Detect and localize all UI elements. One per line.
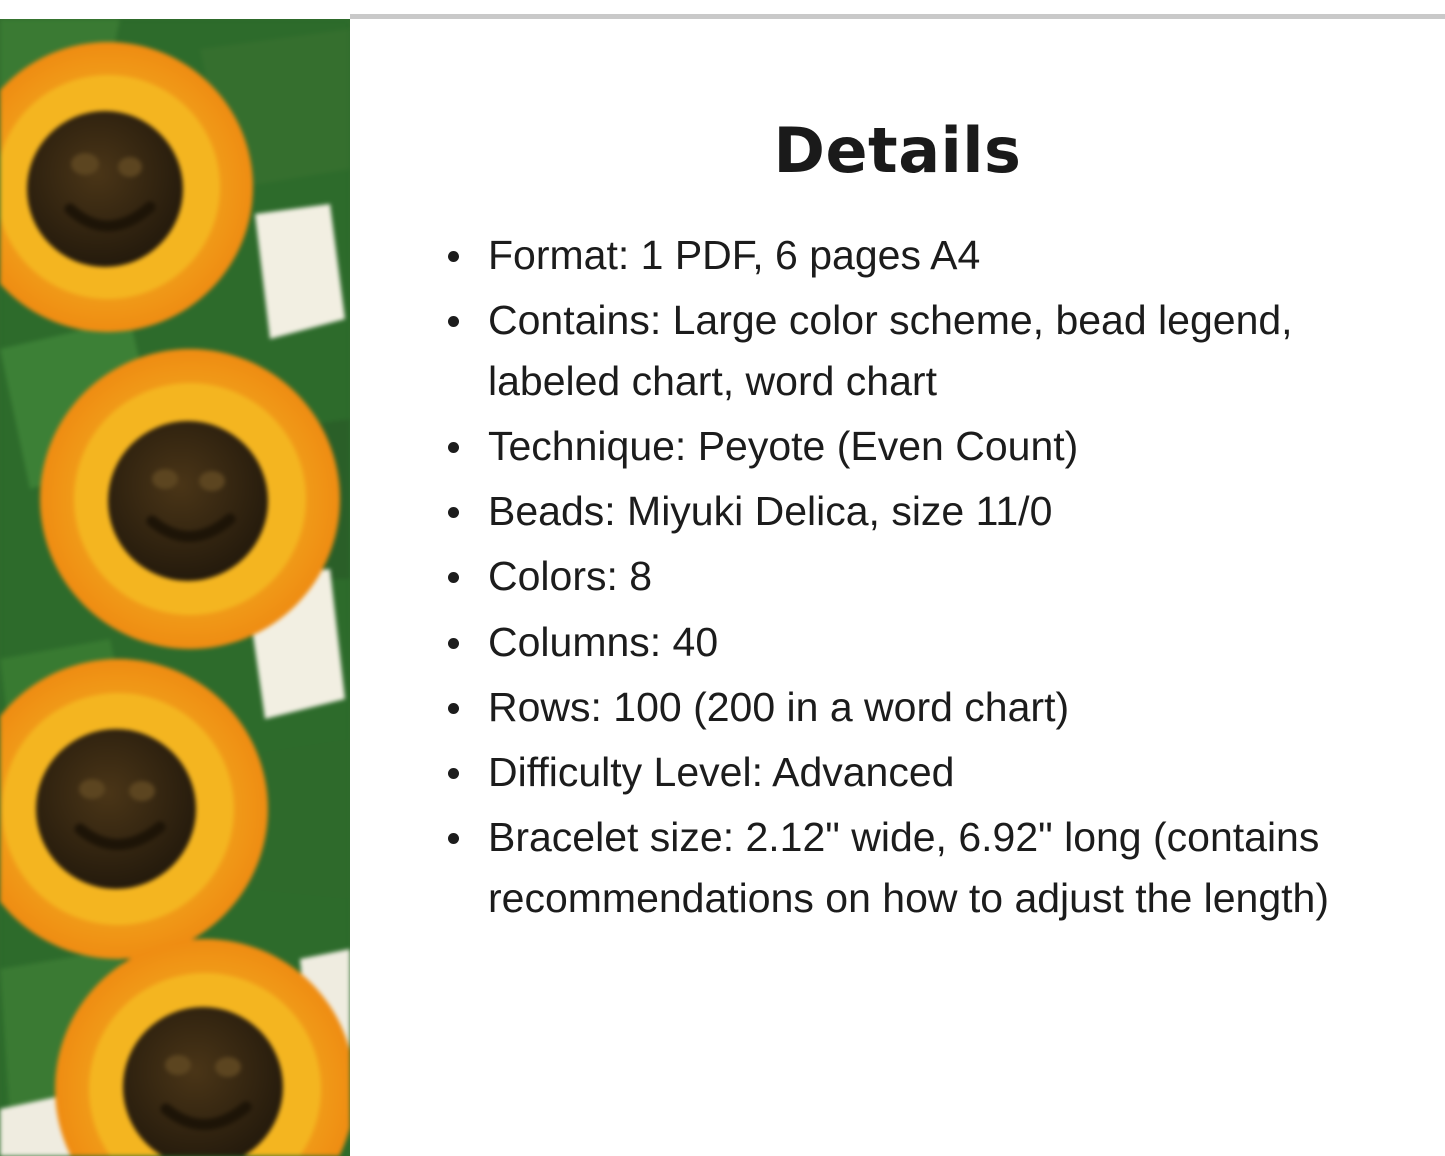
details-list <box>350 225 1445 928</box>
pattern-preview-image <box>0 19 350 1156</box>
list-item: Format: 1 PDF, 6 pages A4 <box>440 225 1385 285</box>
list-item: Technique: Peyote (Even Count) <box>440 416 1385 476</box>
sunflower-bead-illustration <box>0 19 350 1156</box>
list-item: Bracelet size: 2.12" wide, 6.92" long (contains recommendations on how to adjust the length) <box>440 807 1385 928</box>
details-panel <box>350 19 1445 1156</box>
list-item: Beads: Miyuki Delica, size 11/0 <box>440 481 1385 541</box>
list-item: Columns: 40 <box>440 612 1385 672</box>
content-row <box>0 19 1445 1156</box>
details-title: Details <box>773 114 1022 187</box>
list-item: Rows: 100 (200 in a word chart) <box>440 677 1385 737</box>
list-item: Difficulty Level: Advanced <box>440 742 1385 802</box>
list-item: Colors: 8 <box>440 546 1385 606</box>
list-item: Contains: Large color scheme, bead legend, labeled chart, word chart <box>440 290 1385 411</box>
